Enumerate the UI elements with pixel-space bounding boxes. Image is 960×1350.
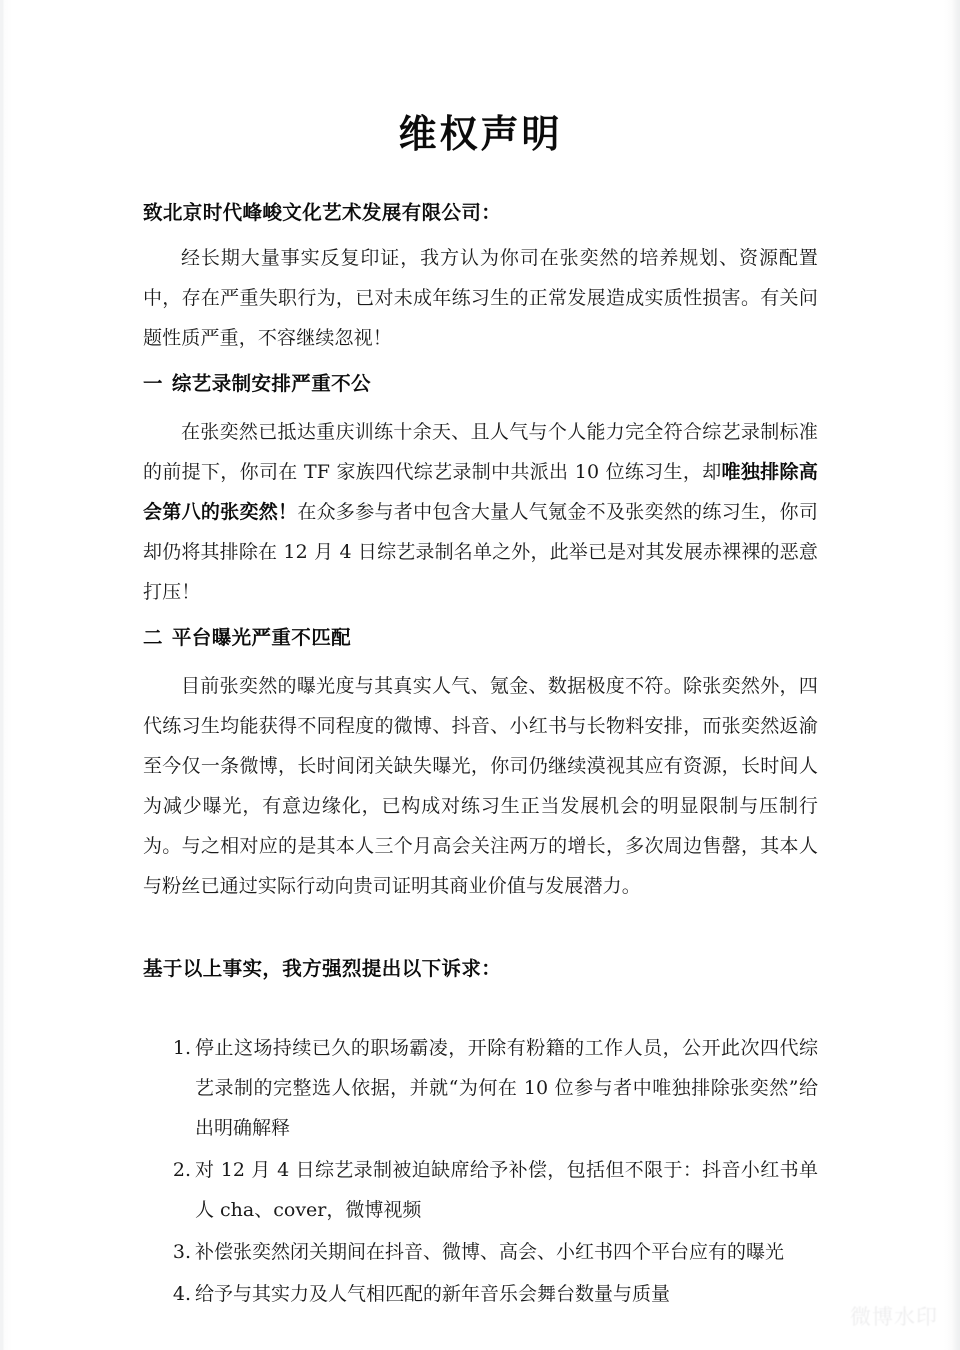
demand-number: 2.	[172, 1158, 191, 1181]
section-number-2: 二	[143, 625, 163, 649]
demand-text: 停止这场持续已久的职场霸凌，开除有粉籍的工作人员，公开此次四代综艺录制的完整选人依据，并就“为何在 10 位参与者中唯独排除张奕然”给出明确解释	[195, 1036, 818, 1139]
addressee-line: 致北京时代峰峻文化艺术发展有限公司：	[143, 200, 502, 224]
intro-paragraph: 经长期大量事实反复印证，我方认为你司在张奕然的培养规划、资源配置中，存在严重失职行为，已对未成年练习生的正常发展造成实质性损害。有关问题性质严重，不容继续忽视！	[143, 246, 818, 349]
section-title-1: 综艺录制安排严重不公	[171, 371, 371, 395]
section-heading-1	[143, 358, 818, 401]
demand-item	[143, 1232, 818, 1272]
section-heading-2	[143, 612, 818, 655]
demand-number: 1.	[172, 1036, 191, 1059]
demands-heading: 基于以上事实，我方强烈提出以下诉求：	[143, 956, 502, 980]
demands-list	[143, 986, 818, 1314]
demand-text: 给予与其实力及人气相匹配的新年音乐会舞台数量与质量	[195, 1282, 671, 1305]
section-1-emphasis: 唯独排除高会第八的张奕然！	[143, 460, 818, 523]
demand-text: 对 12 月 4 日综艺录制被迫缺席给予补偿，包括但不限于：抖音小红书单人 cha、cover，微博视频	[195, 1158, 818, 1221]
demand-text: 补偿张奕然闭关期间在抖音、微博、高会、小红书四个平台应有的曝光	[195, 1240, 785, 1263]
document-title: 维权声明	[398, 111, 563, 156]
section-1-text-part-2: 在众多参与者中包含大量人气氪金不及张奕然的练习生，你司却仍将其排除在 12 月 4 日综艺录制名单之外，此举已是对其发展赤裸裸的恶意打压！	[143, 500, 819, 603]
section-2-paragraph: 目前张奕然的曝光度与其真实人气、氪金、数据极度不符。除张奕然外，四代练习生均能获得不同程度的微博、抖音、小红书与长物料安排，而张奕然返渝至今仅一条微博，长时间闭关缺失曝光，你司仍继续漠视其应有资源，长时间人为减少曝光，有意边缘化，已构成对练习生正当发展机会的明显限制与压制行为。与之相对应的是其本人三个月高会关注两万的增长，多次周边售罄，其本人与粉丝已通过实际行动向贵司证明其商业价值与发展潜力。	[143, 674, 818, 897]
demand-number: 4.	[172, 1282, 191, 1305]
demand-item	[143, 1028, 818, 1148]
watermark: 微博水印	[850, 1305, 938, 1329]
demand-number: 3.	[172, 1240, 191, 1263]
section-number-1: 一	[143, 371, 163, 395]
section-1-paragraph	[143, 401, 818, 612]
demand-item	[143, 1150, 818, 1230]
section-title-2: 平台曝光严重不匹配	[171, 625, 352, 649]
section-1-text-part-1: 在张奕然已抵达重庆训练十余天、且人气与个人能力完全符合综艺录制标准的前提下，你司在 TF 家族四代综艺录制中共派出 10 位练习生，却	[143, 420, 818, 483]
